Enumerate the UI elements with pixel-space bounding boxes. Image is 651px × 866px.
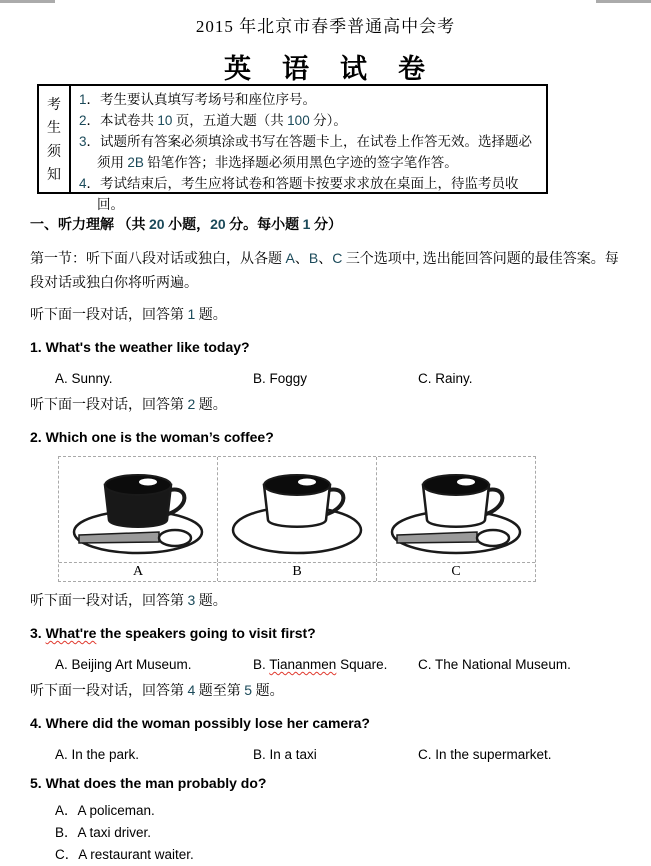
notice-side-char: 考 xyxy=(47,98,61,113)
coffee-label-b: B xyxy=(218,563,377,581)
exam-session-title: 2015 年北京市春季普通高中会考 xyxy=(195,17,456,36)
option-3c: C. The National Museum. xyxy=(418,657,571,672)
notice-items xyxy=(71,86,546,212)
notice-side-label xyxy=(39,86,71,192)
listening-section-heading: 一、听力理解 （共 20 小题，20 分。每小题 1 分） xyxy=(30,216,342,233)
option-1b: B. Foggy xyxy=(253,371,308,386)
option-3b: B. Tiananmen Square. xyxy=(253,657,388,672)
option-3a: A. Beijing Art Museum. xyxy=(55,657,192,672)
option-4b: B. In a taxi xyxy=(253,747,317,762)
prompt-question-3: 听下面一段对话，回答第 3 题。 xyxy=(30,592,227,609)
white-coffee-cup-with-spoon-icon xyxy=(381,460,531,560)
option-1c: C. Rainy. xyxy=(418,371,473,386)
coffee-image-cell-b xyxy=(218,457,377,562)
coffee-label-c: C xyxy=(451,564,461,579)
option-4a: A. In the park. xyxy=(55,747,140,762)
notice-item: 4．考试结束后，考生应将试卷和答题卡按要求求放在桌面上，待监考员收回。 xyxy=(79,176,519,212)
notice-side-char: 生 xyxy=(47,121,61,137)
coffee-image-cell-a xyxy=(59,457,218,562)
white-coffee-cup-no-spoon-icon xyxy=(222,460,372,560)
option-4c: C. In the supermarket. xyxy=(418,747,552,762)
coffee-images-row xyxy=(59,457,535,562)
question-4-options xyxy=(30,747,627,762)
question-1-text: 1. What's the weather like today? xyxy=(30,339,250,355)
question-5-options xyxy=(30,804,627,862)
question-2-text: 2. Which one is the woman’s coffee? xyxy=(30,429,274,445)
main-content xyxy=(30,210,627,866)
prompt-question-2: 听下面一段对话，回答第 2 题。 xyxy=(30,396,227,413)
part1-intro: 第一节：听下面八段对话或独白，从各题 A、B、C 三个选项中, 选出能回答问题的最佳答案。每段对话或独白你将听两遍。 xyxy=(30,250,619,291)
question-3-options xyxy=(30,657,627,672)
option-1a: A. Sunny. xyxy=(55,371,113,386)
question-5-text: 5. What does the man probably do? xyxy=(30,775,267,791)
notice-side-char: 须 xyxy=(47,144,61,160)
black-coffee-cup-with-spoon-icon xyxy=(63,460,213,560)
page-edge-strip-left xyxy=(0,0,55,3)
coffee-options-table xyxy=(58,456,536,582)
notice-item: 1．考生要认真填写考场号和座位序号。 xyxy=(79,92,317,107)
question-3-text: 3. What're the speakers going to visit first? xyxy=(30,625,316,641)
coffee-label-a: A xyxy=(59,563,218,581)
prompt-questions-4-5: 听下面一段对话，回答第 4 题至第 5 题。 xyxy=(30,682,284,699)
notice-side-char: 知 xyxy=(47,167,61,183)
notice-item: 2．本试卷共 10 页，五道大题（共 100 分）。 xyxy=(79,113,347,128)
option-5a: A．A policeman. xyxy=(55,803,155,818)
page-edge-strip-right xyxy=(596,0,651,3)
option-5c: C．A restaurant waiter. xyxy=(55,847,194,862)
question-4-text: 4. Where did the woman possibly lose her camera? xyxy=(30,715,370,731)
question-1-options xyxy=(30,371,627,386)
candidate-notice-box xyxy=(37,84,548,212)
coffee-image-cell-c xyxy=(377,457,535,562)
option-5b: B．A taxi driver. xyxy=(55,825,152,840)
paper-title: 英 语 试 卷 xyxy=(224,54,427,84)
coffee-labels-row xyxy=(59,562,535,581)
prompt-question-1: 听下面一段对话，回答第 1 题。 xyxy=(30,306,227,323)
notice-item: 3．试题所有答案必须填涂或书写在答题卡上，在试卷上作答无效。选择题必须用 2B 铅笔作答；非选择题必须用黑色字迹的签字笔作答。 xyxy=(79,134,533,170)
